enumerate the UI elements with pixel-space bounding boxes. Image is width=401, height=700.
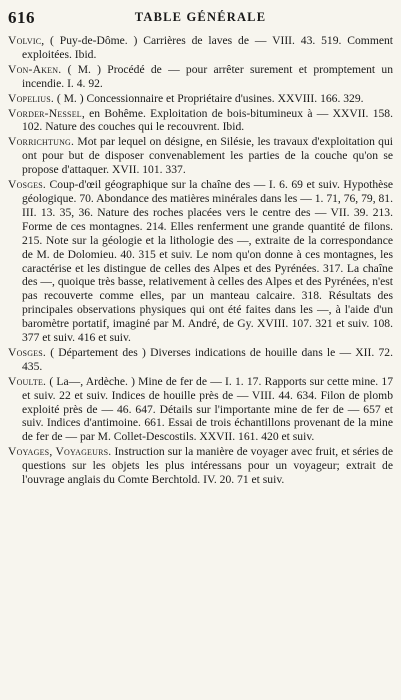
entry-text: ( M. ) Concessionnaire et Propriétaire d'usines. XXVIII. 166. 329. <box>53 91 364 105</box>
page-header <box>8 8 393 30</box>
entry-text: ( La—, Ardèche. ) Mine de fer de — I. 1. 17. Rapports sur cette mine. 17 et suiv. 22 et suiv. Indices de houille près de — VIII. 44. 634. Filon de plomb exploité près de — 46. 647. Détails sur l'importante mine de fer de — 657 et suiv. Indices d'antimoine. 661. Essai de trois échantillons provenant de la mine de fer de — par M. Collet-Descostils. XXVII. 161. 420 et suiv. <box>22 374 393 444</box>
index-entry <box>8 375 393 445</box>
entry-headword: Vorrichtung. <box>8 135 75 149</box>
entry-text: , en Bohême. Exploitation de bois-bitumineux à — XXVII. 158. 102. Nature des couches qui le recouvrent. Ibid. <box>22 106 393 134</box>
running-title: TABLE GÉNÉRALE <box>134 10 267 24</box>
entry-headword: Von-Aken. <box>8 62 62 76</box>
index-entry <box>8 135 393 177</box>
index-entry <box>8 34 393 62</box>
entry-headword: Vosges. <box>8 178 47 192</box>
entry-text: ( Département des ) Diverses indications de houille dans le — XII. 72. 435. <box>22 345 393 373</box>
page-number: 616 <box>8 8 35 27</box>
entry-headword: Vopelius. <box>8 91 54 105</box>
index-entry <box>8 346 393 374</box>
index-entry <box>8 445 393 487</box>
entry-headword: Voulte. <box>8 374 47 388</box>
entry-text: , ( Puy-de-Dôme. ) Carrières de laves de — VIII. 43. 519. Comment exploitées. Ibid. <box>22 34 393 61</box>
index-entry <box>8 92 393 106</box>
entry-headword: Volvic <box>8 34 42 47</box>
index-entry <box>8 178 393 345</box>
entry-text: ( M. ) Procédé de — pour arrêter surement et promptement un incendie. I. 4. 92. <box>22 62 393 90</box>
entry-headword: Voyages, Voyageurs. <box>8 445 112 459</box>
entry-headword: Vorder-Nessel <box>8 106 82 120</box>
index-entries <box>8 34 393 487</box>
index-entry <box>8 107 393 135</box>
entry-text: Mot par lequel on désigne, en Silésie, les travaux d'exploitation qui ont pour but de disposer convenablement les parties de la couche qu'on se propose d'attaquer. XVII. 101. 337. <box>22 135 393 177</box>
entry-text: Coup-d'œil géographique sur la chaîne des — I. 6. 69 et suiv. Hypothèse géologique. 70. Abondance des matières minérales dans les — 1. 71, 76, 79, 81. III. 13. 35, 36. Nature des roches placées vers le centre des — VII. 39. 213. Forme de ces montagnes. 214. Elles renferment une grande quantité de filons. 215. Note sur la géologie et la lithologie des —, extraite de la correspondance de M. de Dolomieu. 40. 315 et suiv. Le nom qu'on donne à ces montagnes, les caractérise et les distingue de celles des Alpes et des Pyrénées. 317. La chaîne des —, quoique très basse, relativement à celles des Alpes et des Pyrénées, n'est pas recouverte comme elles, par un manteau calcaire. 318. Résultats des principales observations physiques qui ont été faites dans les —, à l'aide d'un baromètre portatif, imaginé par M. André, de Gy. XVIII. 107. 321 et suiv. 108. 377 et suiv. 416 et suiv. <box>22 178 393 345</box>
index-entry <box>8 63 393 91</box>
entry-headword: Vosges. <box>8 345 47 359</box>
entry-text: Instruction sur la manière de voyager avec fruit, et séries de questions sur les objets les plus intéressans pour un voyageur; extrait de l'ouvrage anglais du Comte Berchtold. IV. 20. 71 et suiv. <box>22 445 393 487</box>
